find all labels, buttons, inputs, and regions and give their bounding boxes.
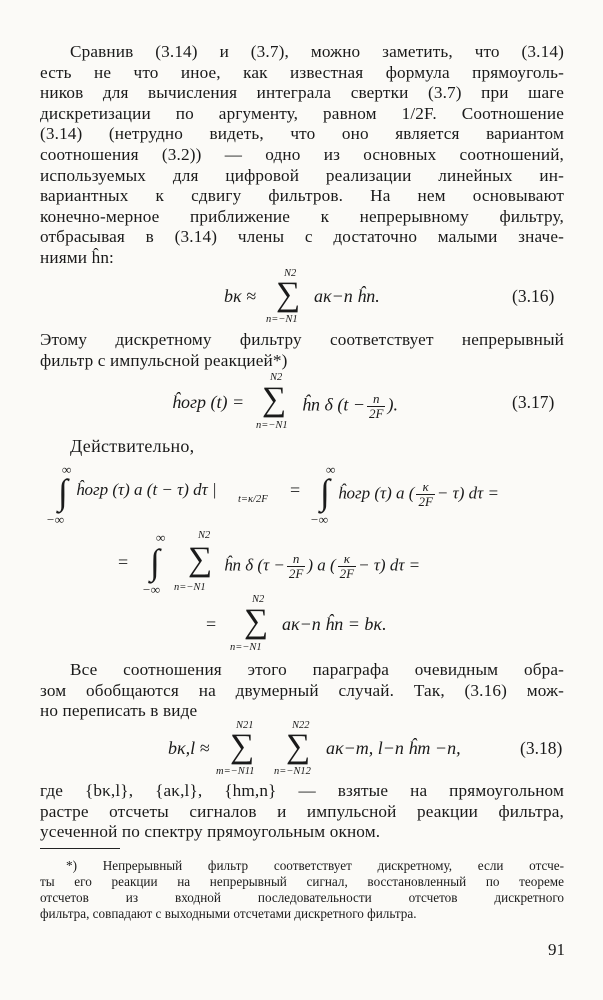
equation-number: (3.17): [512, 392, 555, 412]
sum-lower-limit: n=−N12: [274, 766, 311, 777]
int-lower-limit: −∞: [142, 582, 161, 597]
integral-sign: ∫: [150, 542, 160, 582]
eq-term: aκ−m, l−n ĥm −n,: [326, 738, 461, 758]
paragraph-4: [40, 781, 564, 843]
text-line: (3.14) (нетрудно видеть, что оно является вариантом: [40, 124, 564, 144]
eq-lhs: ĥогр (t) =: [172, 392, 245, 412]
sum-lower-limit: n=−N1: [174, 582, 206, 593]
sum-upper-limit: N2: [252, 594, 265, 605]
text-line: отбрасывая в (3.14) члены с достаточно малыми значе-: [40, 227, 564, 247]
eq-line2-term: [224, 552, 420, 581]
eq-term-post: ).: [387, 394, 398, 415]
eq-equals: =: [118, 552, 129, 572]
sum-lower-limit: n=−N1: [230, 642, 262, 653]
footnote-line: *) Непрерывный фильтр соответствует дискретному, если отсче-: [66, 858, 564, 873]
eq-line1-right-b: − τ) dτ =: [436, 483, 499, 503]
sum-sign: ∑: [244, 603, 269, 640]
sum-lower-limit: n=−N1: [266, 314, 298, 325]
paragraph-2: [40, 330, 564, 371]
text-line: есть не что иное, как известная формула прямоуголь-: [40, 62, 564, 82]
page-number: 91: [548, 940, 565, 959]
text-line: но переписать в виде: [40, 701, 198, 721]
eq-equals: =: [206, 614, 217, 634]
equation-number: (3.16): [512, 286, 555, 306]
sum-sign: ∑: [276, 276, 301, 313]
fraction-denominator: 2F: [369, 406, 384, 421]
text-line: растре отсчеты сигналов и импульсной реакции фильтра,: [40, 801, 564, 821]
text-line: ниями ĥn:: [40, 247, 114, 267]
text-line: Все соотношения этого параграфа очевидным обра-: [70, 660, 564, 679]
eq-line2-b: ) a (: [307, 555, 336, 575]
fraction: [338, 552, 356, 581]
text-line: Этому дискретному фильтру соответствует непрерывный: [40, 330, 564, 349]
fraction: [367, 392, 385, 421]
sum-upper-limit: N21: [236, 720, 254, 731]
int-upper-limit: ∞: [326, 462, 336, 477]
eval-subscript: t=κ/2F: [238, 494, 268, 505]
sum-lower-limit: m=−N11: [216, 766, 255, 777]
fraction-numerator: n: [367, 392, 385, 407]
footnote-rule: [40, 848, 120, 849]
eq-line1-right-a: ĥогр (τ) a (: [338, 483, 415, 503]
text-line: дискретизации по аргументу, равном 1/2F. Соотношение: [40, 103, 564, 123]
int-upper-limit: ∞: [62, 462, 72, 477]
paragraph-3: [40, 660, 564, 722]
fraction-numerator: κ: [416, 480, 434, 495]
text-line: усеченной по спектру прямоугольным окном.: [40, 822, 381, 842]
text-line: Сравнив (3.14) и (3.7), можно заметить, что (3.14): [70, 42, 564, 61]
text-line: фильтр с импульсной реакцией*): [40, 350, 288, 370]
footnote-line: фильтра, совпадают с выходными отсчетами дискретного фильтра.: [40, 906, 417, 921]
fraction-denominator: 2F: [288, 566, 304, 581]
fraction-denominator: 2F: [339, 566, 355, 581]
fraction: [416, 480, 434, 509]
footnote: [40, 858, 564, 922]
text-line: вариантных к сдвигу фильтров. На нем основывают: [40, 186, 564, 206]
eq-term-pre: ĥn δ (t −: [302, 394, 366, 415]
text-line: используемых для цифровой реализации линейных ин-: [40, 165, 564, 185]
text-line: зом обобщаются на двумерный случай. Так, (3.16) мож-: [40, 680, 564, 700]
footnote-line: отсчетов из входной последовательности отсчетов дискретного: [40, 890, 564, 905]
paragraph-1: [40, 42, 564, 269]
eq-lhs: bκ,l ≈: [168, 738, 210, 758]
fraction-numerator: n: [287, 552, 305, 567]
eq-line2-c: − τ) dτ =: [358, 555, 421, 575]
eq-line3-term: aκ−n ĥn = bκ.: [282, 614, 387, 634]
fraction-numerator: κ: [338, 552, 356, 567]
eq-term: aκ−n ĥn.: [314, 286, 380, 306]
eq-line1-right: [338, 480, 499, 509]
int-lower-limit: −∞: [46, 512, 65, 527]
sum-upper-limit: N2: [198, 530, 211, 541]
text-line: где {bκ,l}, {aκ,l}, {hm,n} — взятые на прямоугольном: [40, 781, 564, 800]
sum-upper-limit: N2: [284, 268, 297, 279]
eq-term: [302, 392, 398, 421]
eq-equals: =: [290, 480, 301, 500]
sum-sign: ∑: [286, 728, 311, 765]
fraction-denominator: 2F: [418, 494, 433, 509]
footnote-line: ты его реакции на непрерывный сигнал, восстановленный по теореме: [40, 874, 564, 889]
sum-lower-limit: n=−N1: [256, 420, 288, 431]
lead-in-text: Действительно,: [70, 436, 195, 456]
sum-upper-limit: N2: [270, 372, 283, 383]
eq-line2-a: ĥn δ (τ −: [224, 555, 285, 575]
integral-sign: ∫: [58, 472, 68, 512]
text-line: соотношения (3.2)) — одно из основных соотношений,: [40, 144, 564, 164]
sum-sign: ∑: [262, 381, 287, 418]
int-lower-limit: −∞: [310, 512, 329, 527]
sum-sign: ∑: [188, 541, 213, 578]
integral-sign: ∫: [320, 472, 330, 512]
int-upper-limit: ∞: [156, 530, 166, 545]
sum-sign: ∑: [230, 728, 255, 765]
eq-line1-left: ĥогр (τ) a (t − τ) dτ |: [76, 480, 217, 499]
fraction: [287, 552, 305, 581]
sum-upper-limit: N22: [292, 720, 310, 731]
text-line: конечно-мерное приближение к непрерывному фильтру,: [40, 206, 564, 226]
eq-lhs: bκ ≈: [224, 286, 257, 306]
text-line: ников для вычисления интеграла свертки (3.7) при шаге: [40, 83, 564, 103]
equation-number: (3.18): [520, 738, 563, 758]
